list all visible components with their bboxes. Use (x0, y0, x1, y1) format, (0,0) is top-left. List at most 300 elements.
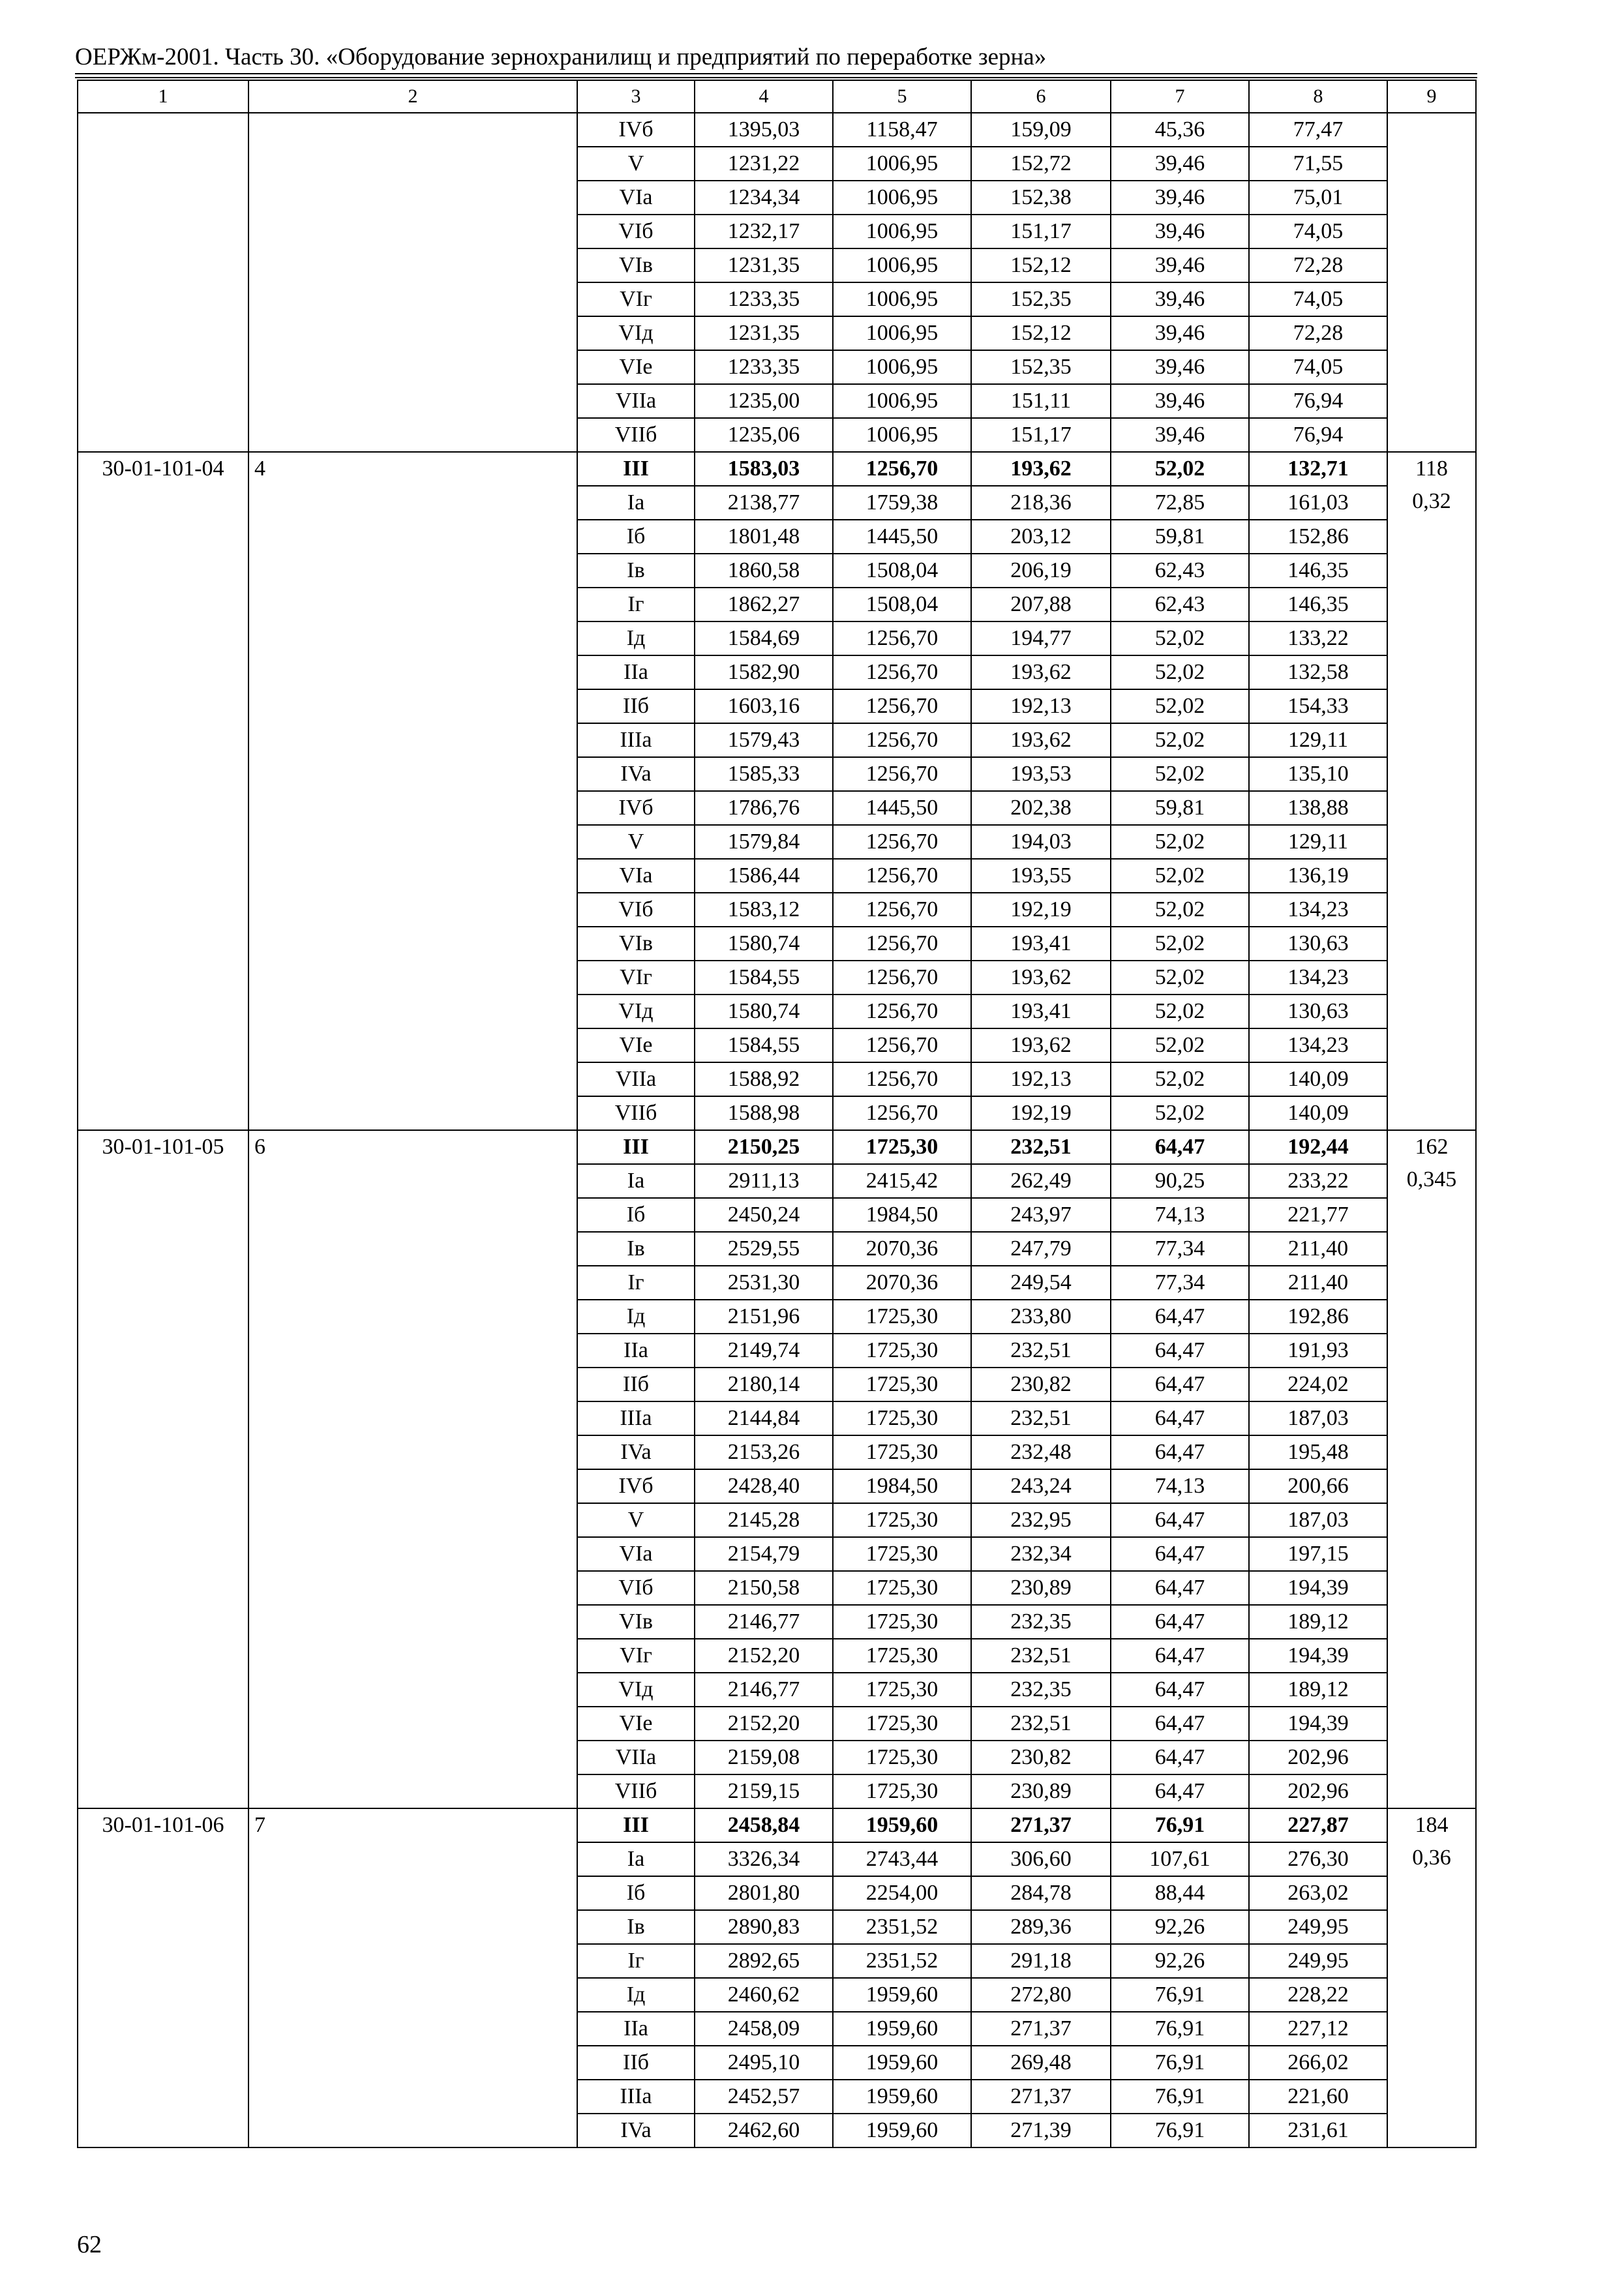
column-header: 8 (1249, 80, 1387, 113)
machine-cost-cell: 192,13 (971, 1062, 1111, 1096)
machinist-wage-cell: 52,02 (1111, 995, 1249, 1028)
materials-cell: 228,22 (1249, 1978, 1387, 2012)
wage-cell: 1158,47 (833, 113, 971, 147)
machine-cost-cell: 271,39 (971, 2114, 1111, 2147)
materials-cell: 227,87 (1249, 1808, 1387, 1842)
machinist-wage-cell: 52,02 (1111, 621, 1249, 655)
materials-cell: 233,22 (1249, 1164, 1387, 1198)
labor-hours-value (1388, 113, 1475, 146)
wage-cell: 2351,52 (833, 1910, 971, 1944)
zone-cell: VIIб (577, 1096, 695, 1130)
wage-cell: 1725,30 (833, 1605, 971, 1639)
wage-cell: 1006,95 (833, 384, 971, 418)
machine-cost-cell: 230,82 (971, 1741, 1111, 1774)
zone-cell: VIIa (577, 384, 695, 418)
machinist-hours-value: 0,345 (1406, 1167, 1457, 1191)
machine-cost-cell: 193,41 (971, 927, 1111, 961)
wage-cell: 1984,50 (833, 1198, 971, 1232)
labor-hours-value: 118 (1415, 456, 1448, 481)
machinist-wage-cell: 88,44 (1111, 1876, 1249, 1910)
total-cost-cell: 2450,24 (695, 1198, 833, 1232)
machinist-wage-cell: 52,02 (1111, 1096, 1249, 1130)
machine-cost-cell: 233,80 (971, 1300, 1111, 1334)
total-cost-cell: 1583,12 (695, 893, 833, 927)
wage-cell: 2351,52 (833, 1944, 971, 1978)
machine-cost-cell: 230,89 (971, 1774, 1111, 1808)
materials-cell: 146,35 (1249, 588, 1387, 621)
wage-cell: 1006,95 (833, 418, 971, 452)
total-cost-cell: 1395,03 (695, 113, 833, 147)
zone-cell: VIIб (577, 418, 695, 452)
machinist-wage-cell: 39,46 (1111, 248, 1249, 282)
machine-cost-cell: 232,34 (971, 1537, 1111, 1571)
machine-cost-cell: 232,51 (971, 1334, 1111, 1368)
materials-cell: 211,40 (1249, 1266, 1387, 1300)
machine-cost-cell: 206,19 (971, 554, 1111, 588)
zone-cell: IVa (577, 1435, 695, 1469)
zone-cell: V (577, 147, 695, 181)
rate-code-cell: 30-01-101-05 (78, 1130, 248, 1808)
wage-cell: 1508,04 (833, 554, 971, 588)
total-cost-cell: 1579,84 (695, 825, 833, 859)
total-cost-cell: 2146,77 (695, 1673, 833, 1707)
total-cost-cell: 2145,28 (695, 1503, 833, 1537)
wage-cell: 1725,30 (833, 1741, 971, 1774)
wage-cell: 1725,30 (833, 1130, 971, 1164)
zone-cell: IVa (577, 757, 695, 791)
wage-cell: 2254,00 (833, 1876, 971, 1910)
machine-cost-cell: 230,82 (971, 1368, 1111, 1401)
materials-cell: 221,77 (1249, 1198, 1387, 1232)
materials-cell: 224,02 (1249, 1368, 1387, 1401)
zone-cell: IIa (577, 2012, 695, 2046)
total-cost-cell: 1862,27 (695, 588, 833, 621)
column-header: 2 (248, 80, 577, 113)
header-divider-double (75, 77, 1477, 78)
machinist-wage-cell: 52,02 (1111, 893, 1249, 927)
zone-cell: Iв (577, 554, 695, 588)
machine-cost-cell: 193,62 (971, 452, 1111, 486)
total-cost-cell: 1584,69 (695, 621, 833, 655)
machinist-wage-cell: 76,91 (1111, 1978, 1249, 2012)
machine-cost-cell: 207,88 (971, 588, 1111, 621)
total-cost-cell: 2801,80 (695, 1876, 833, 1910)
machinist-wage-cell: 92,26 (1111, 1910, 1249, 1944)
zone-cell: Ia (577, 1164, 695, 1198)
wage-cell: 1725,30 (833, 1537, 971, 1571)
materials-cell: 192,44 (1249, 1130, 1387, 1164)
wage-cell: 1725,30 (833, 1368, 971, 1401)
table-row (78, 452, 1476, 486)
wage-cell: 1256,70 (833, 961, 971, 995)
materials-cell: 136,19 (1249, 859, 1387, 893)
wage-cell: 1959,60 (833, 1978, 971, 2012)
zone-cell: III (577, 1808, 695, 1842)
total-cost-cell: 2428,40 (695, 1469, 833, 1503)
materials-cell: 71,55 (1249, 147, 1387, 181)
machine-cost-cell: 194,77 (971, 621, 1111, 655)
materials-cell: 129,11 (1249, 723, 1387, 757)
machine-cost-cell: 159,09 (971, 113, 1111, 147)
machine-cost-cell: 243,24 (971, 1469, 1111, 1503)
wage-cell: 1725,30 (833, 1673, 971, 1707)
materials-cell: 276,30 (1249, 1842, 1387, 1876)
machine-cost-cell: 193,62 (971, 1028, 1111, 1062)
machinist-wage-cell: 39,46 (1111, 418, 1249, 452)
total-cost-cell: 1579,43 (695, 723, 833, 757)
total-cost-cell: 2458,09 (695, 2012, 833, 2046)
materials-cell: 192,86 (1249, 1300, 1387, 1334)
machinist-wage-cell: 76,91 (1111, 2114, 1249, 2147)
page-number: 62 (77, 2231, 102, 2258)
machinist-wage-cell: 39,46 (1111, 181, 1249, 215)
zone-cell: Iд (577, 621, 695, 655)
total-cost-cell: 1801,48 (695, 520, 833, 554)
labor-column-cell (1387, 452, 1476, 1130)
machine-cost-cell: 193,53 (971, 757, 1111, 791)
materials-cell: 134,23 (1249, 893, 1387, 927)
machinist-wage-cell: 77,34 (1111, 1232, 1249, 1266)
total-cost-cell: 2180,14 (695, 1368, 833, 1401)
labor-column-cell (1387, 113, 1476, 452)
machinist-wage-cell: 64,47 (1111, 1639, 1249, 1673)
page-title: ОЕРЖм-2001. Часть 30. «Оборудование зернохранилищ и предприятий по переработке зерна» (75, 44, 1047, 70)
machinist-wage-cell: 59,81 (1111, 520, 1249, 554)
machinist-wage-cell: 74,13 (1111, 1469, 1249, 1503)
materials-cell: 191,93 (1249, 1334, 1387, 1368)
total-cost-cell: 2144,84 (695, 1401, 833, 1435)
machinist-wage-cell: 64,47 (1111, 1503, 1249, 1537)
machine-cost-cell: 193,62 (971, 961, 1111, 995)
wage-cell: 1256,70 (833, 1062, 971, 1096)
machine-cost-cell: 152,35 (971, 282, 1111, 316)
machine-cost-cell: 232,35 (971, 1605, 1111, 1639)
machinist-wage-cell: 90,25 (1111, 1164, 1249, 1198)
machine-cost-cell: 152,12 (971, 248, 1111, 282)
labor-hours-value: 162 (1415, 1135, 1449, 1159)
wage-cell: 1006,95 (833, 181, 971, 215)
rate-name-cell (248, 113, 577, 452)
total-cost-cell: 1584,55 (695, 961, 833, 995)
wage-cell: 1959,60 (833, 2080, 971, 2114)
machine-cost-cell: 232,51 (971, 1401, 1111, 1435)
total-cost-cell: 1234,34 (695, 181, 833, 215)
materials-cell: 75,01 (1249, 181, 1387, 215)
zone-cell: VIIa (577, 1741, 695, 1774)
machinist-wage-cell: 39,46 (1111, 282, 1249, 316)
wage-cell: 1006,95 (833, 248, 971, 282)
labor-hours-value: 184 (1415, 1813, 1449, 1837)
zone-cell: VIв (577, 927, 695, 961)
wage-cell: 1725,30 (833, 1571, 971, 1605)
machinist-hours-value: 0,32 (1412, 489, 1451, 513)
zone-cell: Iд (577, 1978, 695, 2012)
zone-cell: VIб (577, 1571, 695, 1605)
wage-cell: 2743,44 (833, 1842, 971, 1876)
zone-cell: VIIa (577, 1062, 695, 1096)
wage-cell: 2070,36 (833, 1266, 971, 1300)
materials-cell: 211,40 (1249, 1232, 1387, 1266)
zone-cell: Iд (577, 1300, 695, 1334)
total-cost-cell: 1588,98 (695, 1096, 833, 1130)
materials-cell: 130,63 (1249, 927, 1387, 961)
machinist-wage-cell: 39,46 (1111, 350, 1249, 384)
zone-cell: VIг (577, 961, 695, 995)
machinist-wage-cell: 52,02 (1111, 1028, 1249, 1062)
machinist-wage-cell: 72,85 (1111, 486, 1249, 520)
total-cost-cell: 2146,77 (695, 1605, 833, 1639)
machinist-wage-cell: 52,02 (1111, 689, 1249, 723)
machinist-wage-cell: 64,47 (1111, 1673, 1249, 1707)
materials-cell: 263,02 (1249, 1876, 1387, 1910)
machinist-wage-cell: 76,91 (1111, 1808, 1249, 1842)
zone-cell: VIIб (577, 1774, 695, 1808)
materials-cell: 132,71 (1249, 452, 1387, 486)
wage-cell: 1006,95 (833, 282, 971, 316)
machinist-wage-cell: 59,81 (1111, 791, 1249, 825)
wage-cell: 1959,60 (833, 2012, 971, 2046)
total-cost-cell: 1233,35 (695, 350, 833, 384)
zone-cell: IIa (577, 1334, 695, 1368)
total-cost-cell: 1603,16 (695, 689, 833, 723)
wage-cell: 1725,30 (833, 1707, 971, 1741)
zone-cell: VIe (577, 1028, 695, 1062)
zone-cell: IIб (577, 2046, 695, 2080)
machine-cost-cell: 243,97 (971, 1198, 1111, 1232)
materials-cell: 202,96 (1249, 1774, 1387, 1808)
wage-cell: 1006,95 (833, 316, 971, 350)
materials-cell: 76,94 (1249, 418, 1387, 452)
wage-cell: 1445,50 (833, 520, 971, 554)
materials-cell: 227,12 (1249, 2012, 1387, 2046)
machine-cost-cell: 247,79 (971, 1232, 1111, 1266)
wage-cell: 1759,38 (833, 486, 971, 520)
total-cost-cell: 1582,90 (695, 655, 833, 689)
machine-cost-cell: 192,19 (971, 1096, 1111, 1130)
wage-cell: 1256,70 (833, 689, 971, 723)
zone-cell: Iв (577, 1232, 695, 1266)
materials-cell: 130,63 (1249, 995, 1387, 1028)
wage-cell: 1256,70 (833, 757, 971, 791)
machinist-wage-cell: 74,13 (1111, 1198, 1249, 1232)
wage-cell: 1006,95 (833, 215, 971, 248)
total-cost-cell: 2495,10 (695, 2046, 833, 2080)
total-cost-cell: 2150,58 (695, 1571, 833, 1605)
labor-column-cell (1387, 1130, 1476, 1808)
materials-cell: 197,15 (1249, 1537, 1387, 1571)
materials-cell: 187,03 (1249, 1401, 1387, 1435)
labor-column-cell (1387, 1808, 1476, 2147)
machine-cost-cell: 232,51 (971, 1130, 1111, 1164)
wage-cell: 1256,70 (833, 452, 971, 486)
machine-cost-cell: 272,80 (971, 1978, 1111, 2012)
wage-cell: 1256,70 (833, 655, 971, 689)
wage-cell: 1256,70 (833, 1096, 971, 1130)
total-cost-cell: 2892,65 (695, 1944, 833, 1978)
table-row (78, 1130, 1476, 1164)
wage-cell: 1959,60 (833, 1808, 971, 1842)
machine-cost-cell: 271,37 (971, 2080, 1111, 2114)
total-cost-cell: 1580,74 (695, 927, 833, 961)
materials-cell: 134,23 (1249, 1028, 1387, 1062)
machine-cost-cell: 151,11 (971, 384, 1111, 418)
price-table (77, 80, 1477, 2148)
materials-cell: 72,28 (1249, 316, 1387, 350)
wage-cell: 1725,30 (833, 1639, 971, 1673)
zone-cell: IIIa (577, 1401, 695, 1435)
machinist-wage-cell: 64,47 (1111, 1368, 1249, 1401)
zone-cell: IVб (577, 1469, 695, 1503)
total-cost-cell: 1231,35 (695, 248, 833, 282)
zone-cell: Iг (577, 1944, 695, 1978)
zone-cell: VIг (577, 1639, 695, 1673)
wage-cell: 1984,50 (833, 1469, 971, 1503)
machinist-wage-cell: 52,02 (1111, 655, 1249, 689)
column-header: 4 (695, 80, 833, 113)
machine-cost-cell: 202,38 (971, 791, 1111, 825)
total-cost-cell: 1235,00 (695, 384, 833, 418)
zone-cell: VIд (577, 995, 695, 1028)
total-cost-cell: 1588,92 (695, 1062, 833, 1096)
machinist-wage-cell: 62,43 (1111, 588, 1249, 621)
materials-cell: 200,66 (1249, 1469, 1387, 1503)
machine-cost-cell: 271,37 (971, 2012, 1111, 2046)
materials-cell: 134,23 (1249, 961, 1387, 995)
total-cost-cell: 1586,44 (695, 859, 833, 893)
materials-cell: 146,35 (1249, 554, 1387, 588)
materials-cell: 74,05 (1249, 350, 1387, 384)
total-cost-cell: 1580,74 (695, 995, 833, 1028)
materials-cell: 140,09 (1249, 1062, 1387, 1096)
wage-cell: 1725,30 (833, 1435, 971, 1469)
wage-cell: 1445,50 (833, 791, 971, 825)
machine-cost-cell: 306,60 (971, 1842, 1111, 1876)
materials-cell: 154,33 (1249, 689, 1387, 723)
column-header: 9 (1387, 80, 1476, 113)
zone-cell: VIa (577, 181, 695, 215)
machinist-wage-cell: 64,47 (1111, 1334, 1249, 1368)
total-cost-cell: 2152,20 (695, 1639, 833, 1673)
zone-cell: VIa (577, 859, 695, 893)
materials-cell: 74,05 (1249, 215, 1387, 248)
machinist-wage-cell: 39,46 (1111, 215, 1249, 248)
total-cost-cell: 1786,76 (695, 791, 833, 825)
wage-cell: 1725,30 (833, 1401, 971, 1435)
materials-cell: 135,10 (1249, 757, 1387, 791)
machinist-wage-cell: 64,47 (1111, 1774, 1249, 1808)
materials-cell: 132,58 (1249, 655, 1387, 689)
machinist-wage-cell: 39,46 (1111, 316, 1249, 350)
machinist-wage-cell: 107,61 (1111, 1842, 1249, 1876)
table-row (78, 113, 1476, 147)
wage-cell: 1725,30 (833, 1774, 971, 1808)
wage-cell: 1256,70 (833, 621, 971, 655)
materials-cell: 187,03 (1249, 1503, 1387, 1537)
wage-cell: 1959,60 (833, 2046, 971, 2080)
machine-cost-cell: 151,17 (971, 215, 1111, 248)
total-cost-cell: 1583,03 (695, 452, 833, 486)
materials-cell: 194,39 (1249, 1707, 1387, 1741)
materials-cell: 133,22 (1249, 621, 1387, 655)
total-cost-cell: 1860,58 (695, 554, 833, 588)
machinist-wage-cell: 45,36 (1111, 113, 1249, 147)
zone-cell: VIв (577, 248, 695, 282)
total-cost-cell: 2452,57 (695, 2080, 833, 2114)
zone-cell: VIг (577, 282, 695, 316)
machinist-wage-cell: 76,91 (1111, 2012, 1249, 2046)
zone-cell: VIб (577, 893, 695, 927)
machinist-wage-cell: 52,02 (1111, 723, 1249, 757)
machinist-wage-cell: 64,47 (1111, 1605, 1249, 1639)
zone-cell: III (577, 1130, 695, 1164)
zone-cell: V (577, 1503, 695, 1537)
wage-cell: 1725,30 (833, 1503, 971, 1537)
column-header: 6 (971, 80, 1111, 113)
machine-cost-cell: 151,17 (971, 418, 1111, 452)
zone-cell: V (577, 825, 695, 859)
machine-cost-cell: 232,95 (971, 1503, 1111, 1537)
wage-cell: 1256,70 (833, 859, 971, 893)
total-cost-cell: 2911,13 (695, 1164, 833, 1198)
total-cost-cell: 2149,74 (695, 1334, 833, 1368)
machine-cost-cell: 152,35 (971, 350, 1111, 384)
total-cost-cell: 2460,62 (695, 1978, 833, 2012)
wage-cell: 1725,30 (833, 1300, 971, 1334)
rate-name-cell: 4 (248, 452, 577, 1130)
wage-cell: 1725,30 (833, 1334, 971, 1368)
machinist-wage-cell: 64,47 (1111, 1401, 1249, 1435)
materials-cell: 266,02 (1249, 2046, 1387, 2080)
zone-cell: Iб (577, 1876, 695, 1910)
wage-cell: 1256,70 (833, 723, 971, 757)
machine-cost-cell: 232,51 (971, 1639, 1111, 1673)
machinist-wage-cell: 64,47 (1111, 1571, 1249, 1605)
machinist-wage-cell: 39,46 (1111, 147, 1249, 181)
total-cost-cell: 2531,30 (695, 1266, 833, 1300)
rate-code-cell: 30-01-101-06 (78, 1808, 248, 2147)
materials-cell: 231,61 (1249, 2114, 1387, 2147)
machine-cost-cell: 232,35 (971, 1673, 1111, 1707)
zone-cell: IVa (577, 2114, 695, 2147)
machinist-wage-cell: 64,47 (1111, 1435, 1249, 1469)
machine-cost-cell: 193,62 (971, 655, 1111, 689)
materials-cell: 76,94 (1249, 384, 1387, 418)
total-cost-cell: 2159,08 (695, 1741, 833, 1774)
total-cost-cell: 1233,35 (695, 282, 833, 316)
total-cost-cell: 1231,22 (695, 147, 833, 181)
machinist-wage-cell: 64,47 (1111, 1707, 1249, 1741)
zone-cell: IVб (577, 791, 695, 825)
machinist-wage-cell: 64,47 (1111, 1741, 1249, 1774)
materials-cell: 194,39 (1249, 1639, 1387, 1673)
materials-cell: 249,95 (1249, 1910, 1387, 1944)
total-cost-cell: 2529,55 (695, 1232, 833, 1266)
machinist-wage-cell: 52,02 (1111, 927, 1249, 961)
machine-cost-cell: 192,13 (971, 689, 1111, 723)
machinist-wage-cell: 64,47 (1111, 1537, 1249, 1571)
machine-cost-cell: 192,19 (971, 893, 1111, 927)
machinist-wage-cell: 92,26 (1111, 1944, 1249, 1978)
wage-cell: 1256,70 (833, 825, 971, 859)
materials-cell: 194,39 (1249, 1571, 1387, 1605)
column-header: 3 (577, 80, 695, 113)
zone-cell: VIe (577, 350, 695, 384)
zone-cell: VIд (577, 1673, 695, 1707)
zone-cell: VIв (577, 1605, 695, 1639)
table-row (78, 1808, 1476, 1842)
machinist-wage-cell: 52,02 (1111, 1062, 1249, 1096)
total-cost-cell: 2159,15 (695, 1774, 833, 1808)
